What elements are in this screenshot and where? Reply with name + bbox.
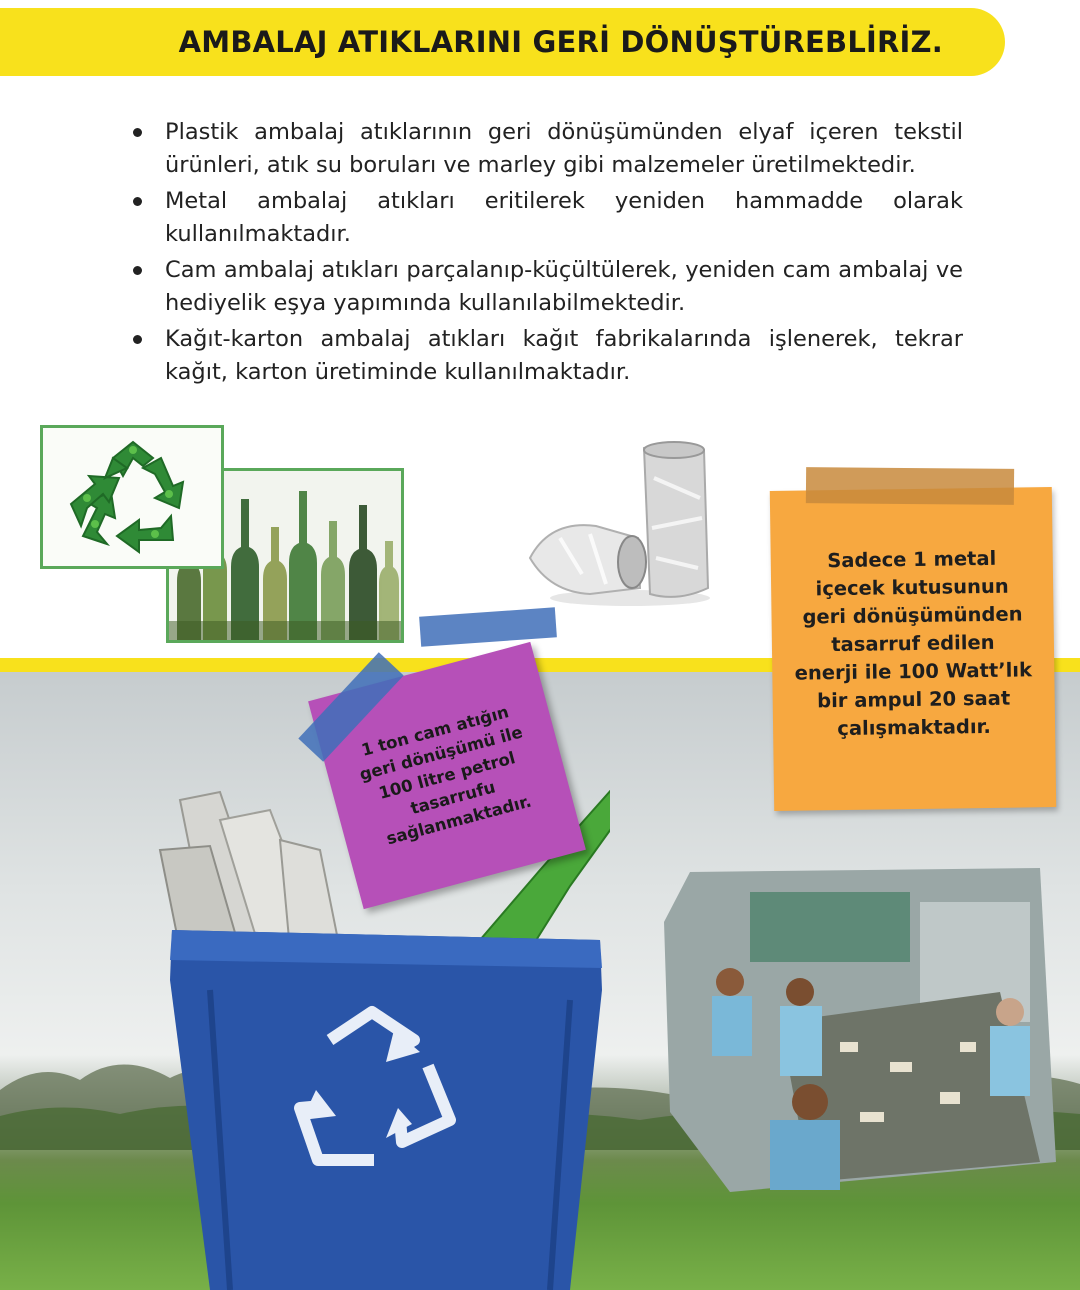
bullet-list (130, 116, 963, 392)
title-banner (0, 8, 1005, 76)
sorting-facility-photo (660, 862, 1060, 1198)
crushed-cans-photo (520, 438, 720, 606)
page-title: AMBALAJ ATIKLARINI GERİ DÖNÜŞTÜREBLİRİZ. (178, 25, 943, 59)
bullet-dot (133, 197, 142, 206)
orange-note-tape (806, 467, 1014, 505)
bullet-text: Plastik ambalaj atıklarının geri dönüşümünden elyaf içeren tekstil ürünleri, atık su boruları ve marley gibi malzemeler üretilmektedir. (165, 119, 963, 178)
bullet-dot (133, 128, 142, 137)
orange-note-text: Sadece 1 metal içecek kutusunun geri dönüşümünden tasarruf edilen enerji ile 100 Watt’lık bir ampul 20 saat çalışmaktadır. (794, 546, 1033, 741)
list-item (130, 323, 963, 389)
list-item (130, 116, 963, 182)
purple-note-tape (419, 607, 557, 646)
sorting-facility-illustration (660, 862, 1060, 1198)
list-item (130, 185, 963, 251)
orange-sticky-note (770, 487, 1056, 811)
bullet-dot (133, 266, 142, 275)
purple-note-text: 1 ton cam atığın geri dönüşümü ile 100 litre petrol tasarrufu sağlanmaktadır. (357, 702, 534, 849)
list-item (130, 254, 963, 320)
bullet-text: Cam ambalaj atıkları parçalanıp-küçültülerek, yeniden cam ambalaj ve hediyelik eşya yapımında kullanılabilmektedir. (165, 257, 963, 316)
recycle-symbol-photo (40, 425, 224, 569)
cans-illustration (520, 438, 720, 606)
bullet-text: Metal ambalaj atıkları eritilerek yeniden hammadde olarak kullanılmaktadır. (165, 188, 963, 247)
recycle-icon (43, 428, 221, 566)
bullet-dot (133, 335, 142, 344)
bullet-text: Kağıt-karton ambalaj atıkları kağıt fabrikalarında işlenerek, tekrar kağıt, karton üretiminde kullanılmaktadır. (165, 326, 963, 385)
